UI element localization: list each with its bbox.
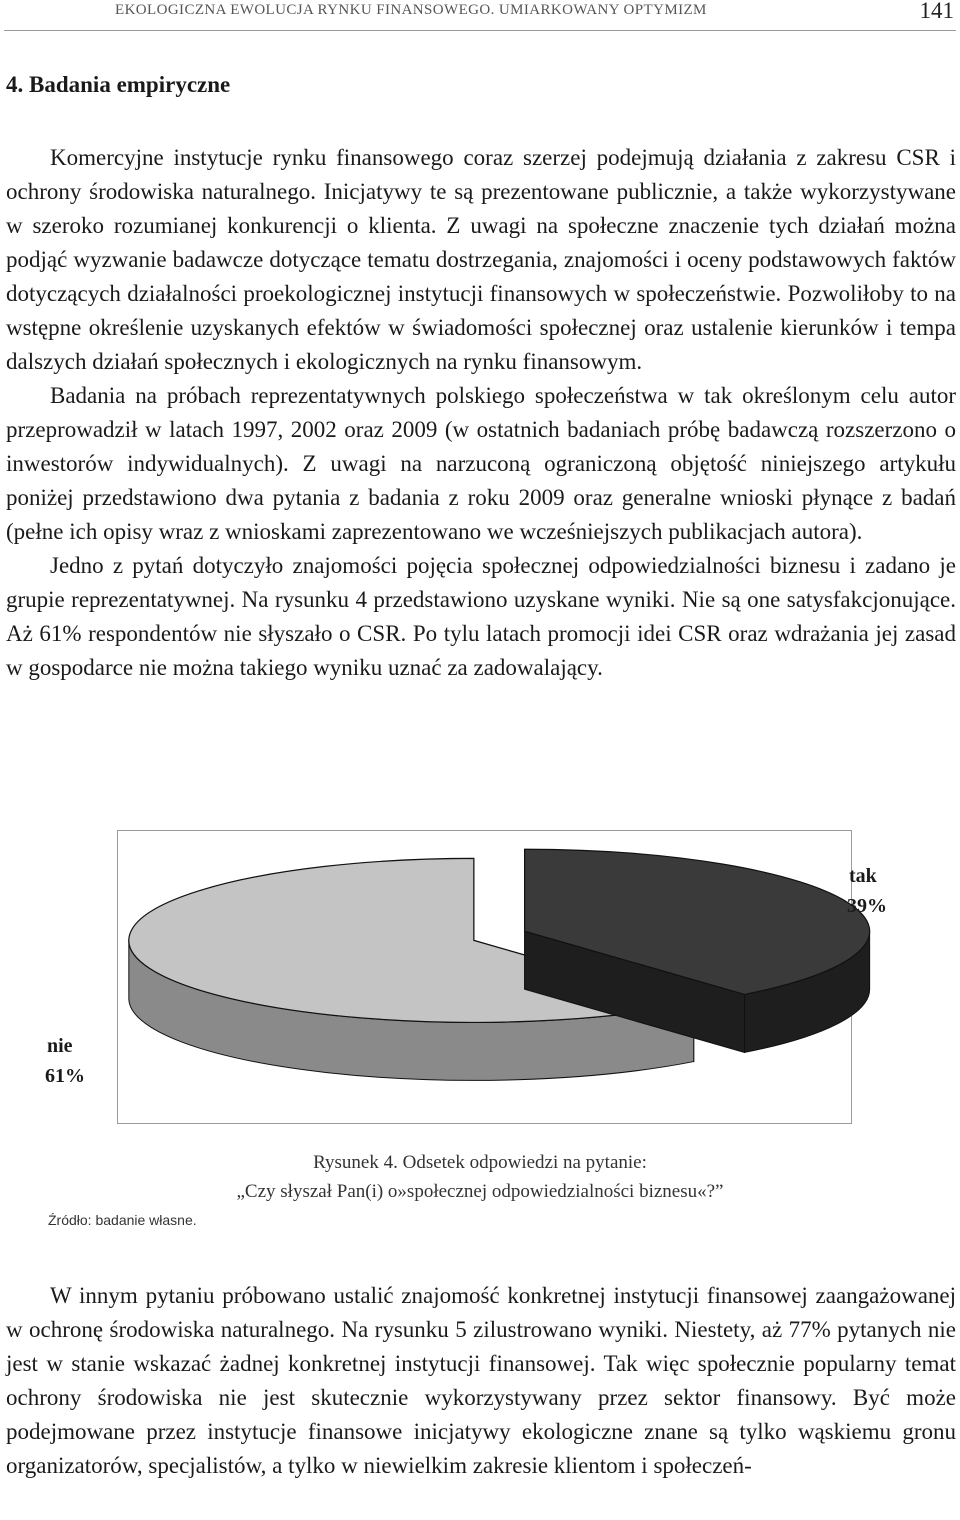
paragraph: Komercyjne instytucje rynku finansowego coraz szerzej podejmują działania z zakresu CSR i ochrony środowiska naturalnego. Inicjatywy te są prezentowane publicznie, a także wykorzystywane w szeroko rozumianej konkurencji o klienta. Z uwagi na społeczne znaczenie tych działań można podjąć wyzwanie badawcze dotyczące tematu dostrzegania, znajomości i oceny podstawowych faktów dotyczących działalności proekologicznej instytucji finansowych w społeczeństwie. Pozwoliłoby to na wstępne określenie uzyskanych efektów w świadomości społecznej oraz ustalenie kierunków i tempa dalszych działań społecznych i ekologicznych na rynku finansowym. [6,145,956,374]
body-text-bottom [6,1279,956,1483]
pie-label-nie: nie [47,1035,73,1057]
paragraph: Jedno z pytań dotyczyło znajomości pojęcia społecznej odpowiedzialności biznesu i zadano je grupie reprezentatywnej. Na rysunku 4 przedstawiono uzyskane wyniki. Nie są one satysfakcjonujące. Aż 61% respondentów nie słyszało o CSR. Po tylu latach promocji idei CSR oraz wdrażania jej zasad w gospodarce nie można takiego wyniku uznać za zadowalający. [6,553,956,680]
header-rule [4,30,956,31]
caption-line-1: Rysunek 4. Odsetek odpowiedzi na pytanie: [313,1152,647,1173]
figure-source: Źródło: badanie własne. [48,1212,197,1228]
body-text-top [6,141,956,685]
section-title: 4. Badania empiryczne [6,72,231,97]
page-number: 141 [919,0,954,23]
pie-value-nie: 61% [45,1065,85,1087]
pie-chart-svg [45,830,887,1124]
pie-value-tak: 39% [847,895,887,917]
paragraph: W innym pytaniu próbowano ustalić znajomość konkretnej instytucji finansowej zaangażowanej w ochronę środowiska naturalnego. Na rysunku 5 zilustrowano wyniki. Niestety, aż 77% pytanych nie jest w stanie wskazać żadnej konkretnej instytucji finansowej. Tak więc społecznie popularny temat ochrony środowiska nie jest skutecznie wykorzystywany przez sektor finansowy. Być może podejmowane przez instytucje finansowe inicjatywy ekologiczne znane są tylko wąskiemu gronu organizatorów, specjalistów, a tylko w niewielkim zakresie klientom i społeczeń- [6,1283,956,1478]
pie-label-tak: tak [849,865,877,887]
page-header [0,0,960,32]
running-head: EKOLOGICZNA EWOLUCJA RYNKU FINANSOWEGO. UMIARKOWANY OPTYMIZM [115,2,707,18]
paragraph: Badania na próbach reprezentatywnych polskiego społeczeństwa w tak określonym celu autor przeprowadził w latach 1997, 2002 oraz 2009 (w ostatnich badaniach próbę badawczą rozszerzono o inwestorów indywidualnych). Z uwagi na narzuconą ograniczoną objętość niniejszego artykułu poniżej przedstawiono dwa pytania z badania z roku 2009 oraz generalne wnioski płynące z badań (pełne ich opisy wraz z wnioskami zaprezentowano we wcześniejszych publikacjach autora). [6,383,956,544]
figure-caption [120,1148,840,1206]
figure-pie-chart [45,830,887,1124]
caption-line-2: „Czy słyszał Pan(i) o»społecznej odpowiedzialności biznesu«?” [236,1181,724,1202]
